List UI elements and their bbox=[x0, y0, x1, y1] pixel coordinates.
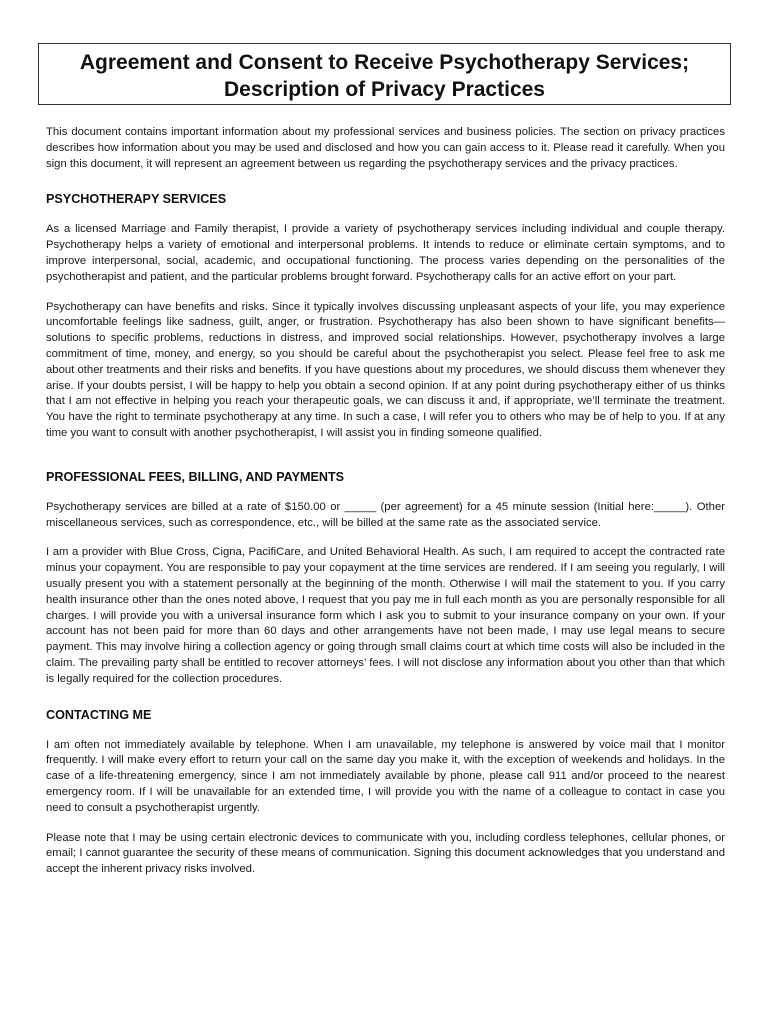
section-heading-psychotherapy-services: PSYCHOTHERAPY SERVICES bbox=[46, 192, 227, 207]
psychotherapy-services-paragraph-1: As a licensed Marriage and Family therapist, I provide a variety of psychotherapy services including individual and couple therapy. Psychotherapy helps a variety of emotional and interpersonal problems. It intends to reduce or eliminate certain symptoms, and to improve interpersonal, social, academic, and occupational functioning. The process varies depending on the personalities of the psychotherapist and patient, and the particular problems brought forward. Psychotherapy calls for an active effort on your part. bbox=[46, 223, 725, 283]
contacting-paragraph-1: I am often not immediately available by telephone. When I am unavailable, my telephone is answered by voice mail that I monitor frequently. I will make every effort to return your call on the same day you make it, with the exception of weekends and holidays. In the case of a life-threatening emergency, since I am not immediately available by phone, please call 911 and/or proceed to the nearest emergency room. If I will be unavailable for an extended time, I will provide you with the name of a colleague to contact in case you need to consult a psychotherapist urgently. bbox=[46, 738, 725, 814]
document-body bbox=[46, 125, 725, 892]
section-heading-contacting-me: CONTACTING ME bbox=[46, 707, 152, 722]
document-title-box bbox=[38, 43, 731, 105]
document-title bbox=[39, 44, 730, 103]
fees-paragraph-2: I am a provider with Blue Cross, Cigna, PacifiCare, and United Behavioral Health. As such, I am required to accept the contracted rate minus your copayment. You are responsible to pay your copayment at the time services are rendered. If I am seeing you regularly, I will usually present you with a statement personally at the beginning of the month. Otherwise I will mail the statement to you. If you carry health insurance other than the ones noted above, I request that you pay me in full each month as you are personally responsible for all charges. I will provide you with a universal insurance form which I ask you to submit to your insurance company on your own. If your account has not been paid for more than 60 days and other arrangements have not been made, I may use legal means to secure payment. This may involve hiring a collection agency or going through small claims court at which time costs will also be included in the claim. The prevailing party shall be entitled to recover attorneys’ fees. I will not disclose any information about you other than that which is legally required for the collection procedures. bbox=[46, 546, 725, 685]
section-heading-fees-billing: PROFESSIONAL FEES, BILLING, AND PAYMENTS bbox=[46, 469, 345, 484]
title-line-2: Description of Privacy Practices bbox=[224, 78, 545, 101]
intro-paragraph: This document contains important information about my professional services and business policies. The section on privacy practices describes how information about you may be used and disclosed and how you can gain access to it. Please read it carefully. When you sign this document, it will represent an agreement between us regarding the psychotherapy services and the privacy practices. bbox=[46, 126, 725, 170]
title-line-1: Agreement and Consent to Receive Psychotherapy Services; bbox=[79, 51, 690, 74]
psychotherapy-services-paragraph-2: Psychotherapy can have benefits and risks. Since it typically involves discussing unpleasant aspects of your life, you may experience uncomfortable feelings like sadness, guilt, anger, or frustration. Psychotherapy has also been shown to have significant benefits—solutions to specific problems, reductions in distress, and improved social relationships. However, psychotherapy involves a large commitment of time, money, and energy, so you should be careful about the psychotherapist you select. Please feel free to ask me about other treatments and their risks and benefits. If you have questions about my procedures, we should discuss them whenever they arise. If your doubts persist, I will be happy to help you obtain a second opinion. If at any point during psychotherapy either of us thinks that I am not effective in helping you reach your therapeutic goals, we can discuss it and, if appropriate, we’ll terminate the treatment. You have the right to terminate psychotherapy at any time. In such a case, I will refer you to others who may be of help to you. If at any time you want to consult with another psychotherapist, I will assist you in finding someone qualified. bbox=[46, 300, 725, 439]
contacting-paragraph-2: Please note that I may be using certain electronic devices to communicate with you, including cordless telephones, cellular phones, or email; I cannot guarantee the security of these means of communication. Signing this document acknowledges that you understand and accept the inherent privacy risks involved. bbox=[46, 831, 725, 876]
fees-paragraph-1: Psychotherapy services are billed at a rate of $150.00 or _____ (per agreement) for a 45 minute session (Initial here:_____). Other miscellaneous services, such as correspondence, etc., will be billed at the same rate as the associated service. bbox=[46, 500, 725, 529]
